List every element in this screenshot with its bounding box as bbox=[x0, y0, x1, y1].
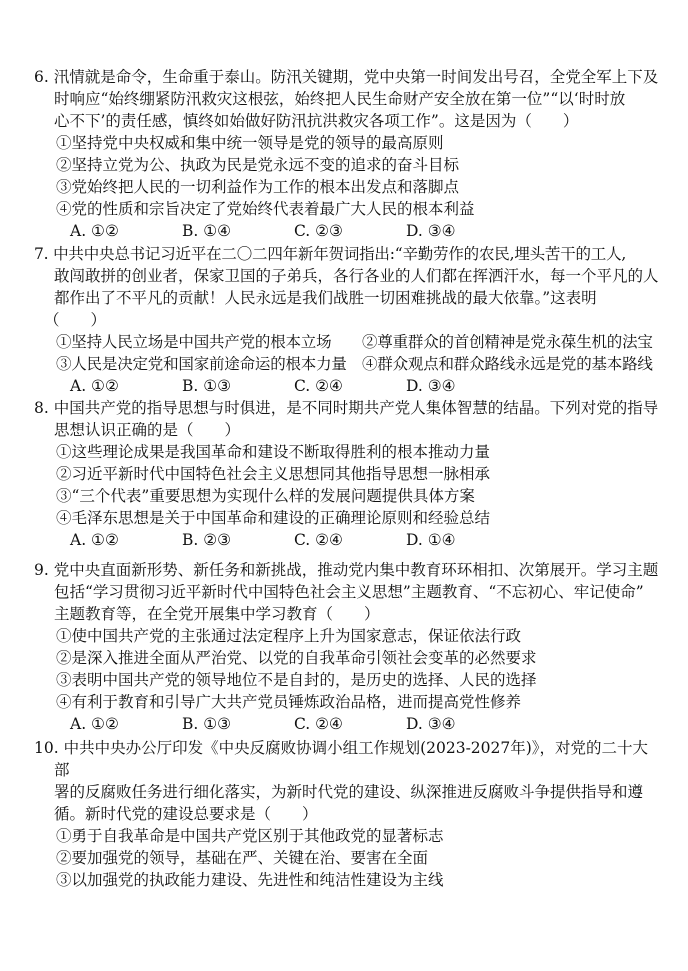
choice-d: D. ①④ bbox=[406, 531, 456, 549]
question-stem-line: 敢闯敢拼的创业者，保家卫国的子弟兵，各行各业的人们都在挥洒汗水，每一个平凡的人 bbox=[54, 267, 659, 285]
option-statement: ③以加强党的执政能力建设、先进性和纯洁性建设为主线 bbox=[56, 871, 444, 889]
choice-c: C. ②④ bbox=[294, 531, 343, 549]
question-stem-line: 主题教育等，在全党开展集中学习教育（ ） bbox=[54, 605, 380, 623]
question-7 bbox=[34, 243, 664, 397]
option-statement: ②是深入推进全面从严治党、以党的自我革命引领社会变革的必然要求 bbox=[56, 649, 537, 667]
choice-c: C. ②④ bbox=[294, 715, 343, 733]
option-statement: ①勇于自我革命是中国共产党区别于其他政党的显著标志 bbox=[56, 827, 444, 845]
choice-d: D. ③④ bbox=[406, 715, 456, 733]
question-stem-line: 10. 中共中央办公厅印发《中央反腐败协调小组工作规划(2023-2027年)》，对党的二十大 bbox=[34, 739, 649, 757]
question-stem-line: （ ） bbox=[44, 311, 107, 329]
option-statement: ③表明中国共产党的领导地位不是自封的，是历史的选择、人民的选择 bbox=[56, 671, 537, 689]
question-stem-line: 都作出了不平凡的贡献！人民永远是我们战胜一切困难挑战的最大依靠。”这表明 bbox=[54, 289, 597, 307]
option-statement: ④有利于教育和引导广大共产党员锤炼政治品格，进而提高党性修养 bbox=[56, 693, 522, 711]
question-stem-line: 思想认识正确的是（ ） bbox=[54, 421, 241, 439]
option-statement: ②坚持立党为公、执政为民是党永远不变的追求的奋斗目标 bbox=[56, 156, 460, 174]
question-10 bbox=[34, 737, 664, 891]
answer-choices bbox=[34, 713, 664, 735]
question-stem-line: 部 bbox=[54, 761, 70, 779]
choice-c: C. ②③ bbox=[294, 222, 343, 240]
question-stem-line: 心不下’的责任感，慎终如始做好防汛抗洪救灾各项工作”。这是因为（ ） bbox=[54, 112, 579, 130]
option-statement: ③“三个代表”重要思想为实现什么样的发展问题提供具体方案 bbox=[56, 487, 475, 505]
question-stem-line: 9. 党中央直面新形势、新任务和新挑战，推动党内集中教育环环相扣、次第展开。学习主题 bbox=[34, 561, 659, 579]
choice-b: B. ①③ bbox=[182, 715, 232, 733]
choice-c: C. ②④ bbox=[294, 377, 343, 395]
question-stem-line: 6. 汛情就是命令，生命重于泰山。防汛关键期，党中央第一时间发出号召，全党全军上下及 bbox=[34, 68, 659, 86]
option-statement: ④毛泽东思想是关于中国革命和建设的正确理论原则和经验总结 bbox=[56, 509, 491, 527]
option-statement: ③人民是决定党和国家前途命运的根本力量 ④群众观点和群众路线永远是党的基本路线 bbox=[56, 355, 653, 373]
choice-d: D. ③④ bbox=[406, 222, 456, 240]
option-statement: ④党的性质和宗旨决定了党始终代表着最广大人民的根本利益 bbox=[56, 200, 475, 218]
option-statement: ①坚持党中央权威和集中统一领导是党的领导的最高原则 bbox=[56, 134, 444, 152]
question-stem-line: 8. 中国共产党的指导思想与时俱进，是不同时期共产党人集体智慧的结晶。下列对党的指导 bbox=[34, 399, 659, 417]
option-statement: ①坚持人民立场是中国共产党的根本立场 ②尊重群众的首创精神是党永葆生机的法宝 bbox=[56, 333, 653, 351]
answer-choices bbox=[34, 220, 664, 242]
choice-a: A. ①② bbox=[70, 715, 119, 733]
question-stem-line: 署的反腐败任务进行细化落实，为新时代党的建设、纵深推进反腐败斗争提供指导和遵 bbox=[54, 783, 644, 801]
question-stem-line: 循。新时代党的建设总要求是（ ） bbox=[54, 805, 318, 823]
choice-d: D. ③④ bbox=[406, 377, 456, 395]
option-statement: ①这些理论成果是我国革命和建设不断取得胜利的根本推动力量 bbox=[56, 443, 491, 461]
question-stem-line: 时响应“始终绷紧防汛救灾这根弦，始终把人民生命财产安全放在第一位”“以‘时时放 bbox=[54, 90, 626, 108]
choice-b: B. ①④ bbox=[182, 222, 232, 240]
question-8 bbox=[34, 397, 664, 551]
answer-choices bbox=[34, 529, 664, 551]
question-9 bbox=[34, 559, 664, 735]
option-statement: ②要加强党的领导，基础在严、关键在治、要害在全面 bbox=[56, 849, 429, 867]
choice-a: A. ①② bbox=[70, 222, 119, 240]
question-6 bbox=[34, 66, 664, 242]
option-statement: ②习近平新时代中国特色社会主义思想同其他指导思想一脉相承 bbox=[56, 465, 491, 483]
option-statement: ③党始终把人民的一切利益作为工作的根本出发点和落脚点 bbox=[56, 178, 460, 196]
question-stem-line: 7. 中共中央总书记习近平在二〇二四年新年贺词指出:“辛勤劳作的农民,埋头苦干的工人, bbox=[34, 245, 627, 263]
choice-b: B. ②③ bbox=[182, 531, 232, 549]
choice-a: A. ①② bbox=[70, 531, 119, 549]
question-stem-line: 包括“学习贯彻习近平新时代中国特色社会主义思想”主题教育、“不忘初心、牢记使命” bbox=[54, 583, 644, 601]
answer-choices bbox=[34, 375, 664, 397]
option-statement: ①使中国共产党的主张通过法定程序上升为国家意志，保证依法行政 bbox=[56, 627, 522, 645]
choice-b: B. ①③ bbox=[182, 377, 232, 395]
choice-a: A. ①② bbox=[70, 377, 119, 395]
